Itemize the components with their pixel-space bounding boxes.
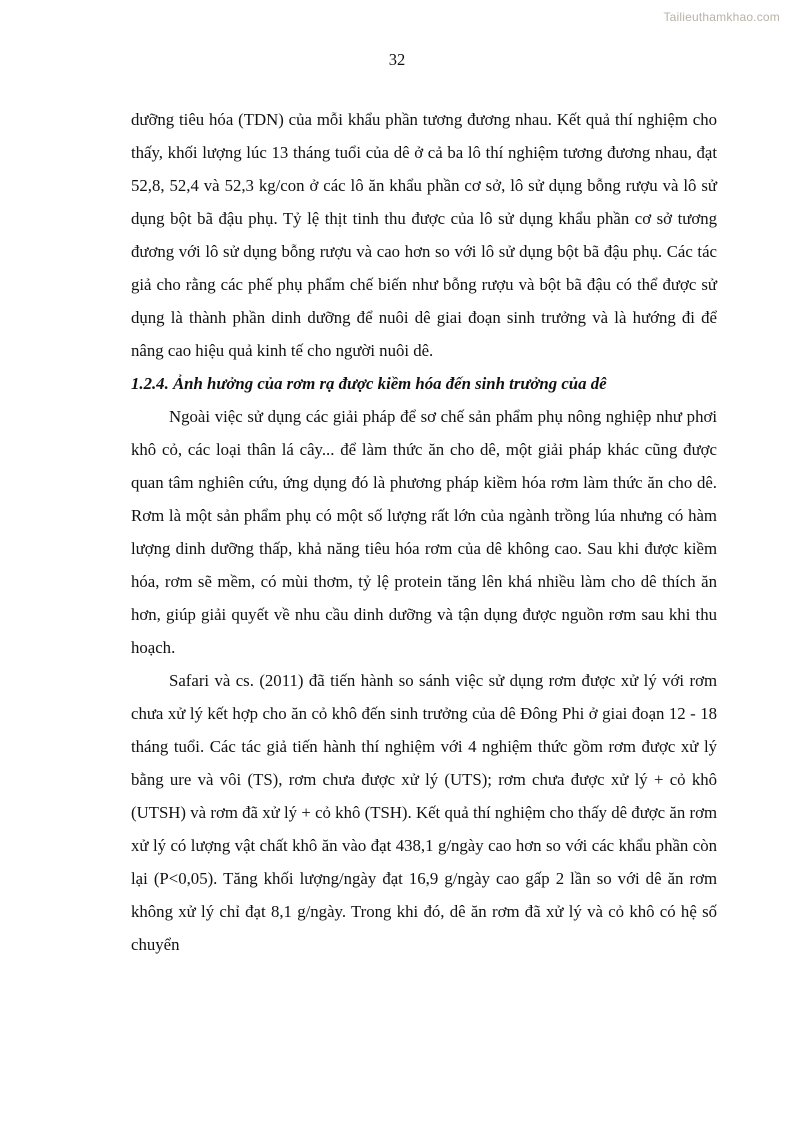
body-paragraph-continuation: dưỡng tiêu hóa (TDN) của mỗi khẩu phần tương đương nhau. Kết quả thí nghiệm cho thấy, khối lượng lúc 13 tháng tuổi của dê ở cả ba lô thí nghiệm tương đương nhau, đạt 52,8, 52,4 và 52,3 kg/con ở các lô ăn khẩu phần cơ sở, lô sử dụng bỗng rượu và lô sử dụng bột bã đậu phụ. Tỷ lệ thịt tinh thu được của lô sử dụng khẩu phần cơ sở tương đương với lô sử dụng bỗng rượu và cao hơn so với lô sử dụng bột bã đậu phụ. Các tác giả cho rằng các phế phụ phẩm chế biến như bỗng rượu và bột bã đậu có thể được sử dụng là thành phần dinh dưỡng để nuôi dê giai đoạn sinh trưởng và là hướng đi để nâng cao hiệu quả kinh tế cho người nuôi dê. xyxy=(131,110,717,360)
body-paragraph-straw-alkalization: Ngoài việc sử dụng các giải pháp để sơ chế sản phẩm phụ nông nghiệp như phơi khô cỏ, các loại thân lá cây... để làm thức ăn cho dê, một giải pháp khác cũng được quan tâm nghiên cứu, ứng dụng đó là phương pháp kiềm hóa rơm làm thức ăn cho dê. Rơm là một sản phẩm phụ có một số lượng rất lớn của ngành trồng lúa nhưng có hàm lượng dinh dưỡng thấp, khả năng tiêu hóa rơm của dê không cao. Sau khi được kiềm hóa, rơm sẽ mềm, có mùi thơm, tỷ lệ protein tăng lên khá nhiều làm cho dê thích ăn hơn, giúp giải quyết về nhu cầu dinh dưỡng và tận dụng được nguồn rơm sau khi thu hoạch. xyxy=(131,407,717,657)
watermark-link: Tailieuthamkhao.com xyxy=(663,10,780,24)
page-number: 32 xyxy=(388,50,406,69)
page-content xyxy=(131,103,717,961)
section-heading-1-2-4: 1.2.4. Ảnh hưởng của rơm rạ được kiềm hóa đến sinh trưởng của dê xyxy=(131,374,607,393)
body-paragraph-safari-study: Safari và cs. (2011) đã tiến hành so sánh việc sử dụng rơm được xử lý với rơm chưa xử lý kết hợp cho ăn cỏ khô đến sinh trưởng của dê Đông Phi ở giai đoạn 12 - 18 tháng tuổi. Các tác giả tiến hành thí nghiệm với 4 nghiệm thức gồm rơm được xử lý bằng ure và vôi (TS), rơm chưa được xử lý (UTS); rơm chưa được xử lý + cỏ khô (UTSH) và rơm đã xử lý + cỏ khô (TSH). Kết quả thí nghiệm cho thấy dê được ăn rơm xử lý có lượng vật chất khô ăn vào đạt 438,1 g/ngày cao hơn so với các khẩu phần còn lại (P<0,05). Tăng khối lượng/ngày đạt 16,9 g/ngày cao gấp 2 lần so với dê ăn rơm không xử lý chỉ đạt 8,1 g/ngày. Trong khi đó, dê ăn rơm đã xử lý và cỏ khô có hệ số chuyển xyxy=(131,671,717,954)
